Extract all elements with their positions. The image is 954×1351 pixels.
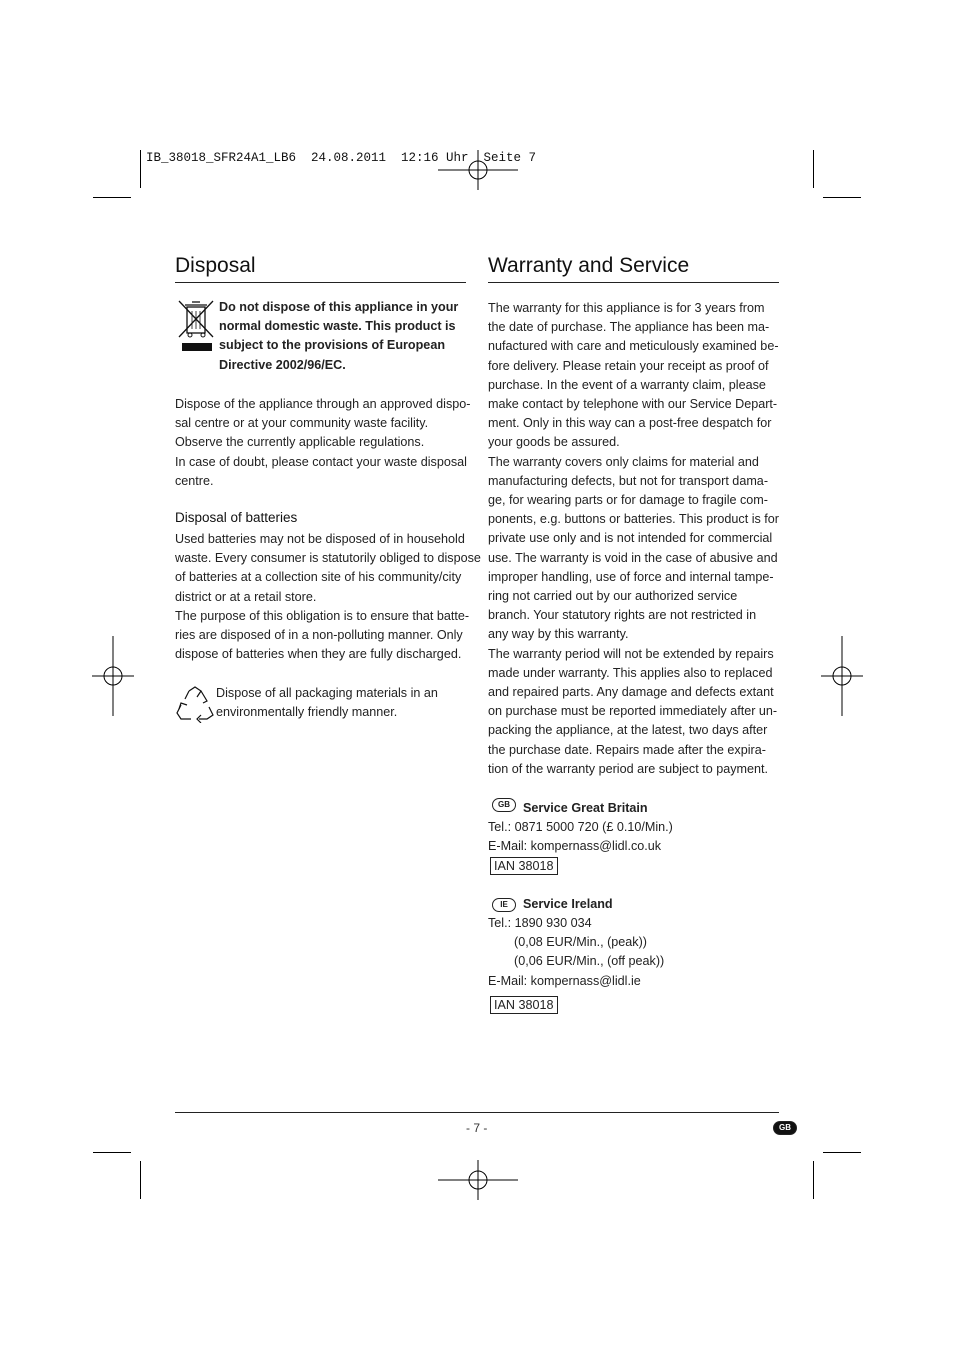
- registration-mark-bottom-icon: [438, 1160, 518, 1204]
- service-gb-details: [488, 818, 673, 856]
- print-slug: IB_38018_SFR24A1_LB6 24.08.2011 12:16 Uhr Seite 7: [146, 151, 537, 165]
- service-ie-rates: (0,08 EUR/Min., (peak)) (0,06 EUR/Min., (off peak)): [514, 935, 665, 969]
- service-ie-email: E-Mail: kompernass@lidl.ie: [488, 974, 641, 988]
- weee-notice: Do not dispose of this appliance in your normal domestic waste. This product is subject to the provisions of European Directive 2002/96/EC.: [219, 300, 459, 372]
- footer-rule: [175, 1112, 779, 1113]
- gb-badge: GB: [492, 798, 516, 812]
- page-number: - 7 -: [466, 1121, 488, 1135]
- disposal-title-rule: [175, 282, 466, 283]
- batteries-heading: Disposal of batteries: [175, 510, 298, 525]
- service-gb-heading: Service Great Britain: [523, 801, 648, 815]
- batteries-paragraph: Used batteries may not be disposed of in household waste. Every consumer is statutorily obliged to dispose of batteries at a collection site of his community/city district or at a retail store. The purpose of this obligation is to ensure that batte- ries are disposed of in a non-polluting manner. Only dispose of batteries when they are fully discharged.: [175, 532, 481, 662]
- disposal-title: Disposal: [175, 254, 256, 277]
- service-gb-tel: Tel.: 0871 5000 720 (£ 0.10/Min.): [488, 820, 673, 834]
- warranty-text: The warranty for this appliance is for 3 years from the date of purchase. The appliance has been ma- nufactured with care and meticulously examined be- fore delivery. Please retain your receipt as proof of purchase. In the event of a warranty claim, please make contact by telephone with our Service Depart- ment. Only in this way can a post-free despatch for your goods be assured. The warranty covers only claims for material and manufacturing defects, but not for transport dama- ge, for wearing parts or for damage to fragile com- ponents, e.g. buttons or batteries. This product is for private use only and is not intended for commercial use. The warranty is void in the case of abusive and improper handling, use of force and internal tampe- ring not carried out by our authorized service branch. Your statutory rights are not restricted in any way by this warranty. The warranty period will not be extended by repairs made under warranty. This applies also to replaced and repaired parts. Any damage and defects extant on purchase must be reported immediately after un- packing the appliance, at the latest, two days after the purchase date. Repairs made after the expira- tion of the warranty period are subject to payment.: [488, 301, 779, 776]
- warranty-title: Warranty and Service: [488, 254, 690, 277]
- ie-badge: IE: [492, 898, 516, 912]
- packaging-note: Dispose of all packaging materials in an environmentally friendly manner.: [216, 686, 438, 720]
- footer-language-badge: GB: [773, 1121, 797, 1135]
- service-gb-ian: IAN 38018: [490, 857, 558, 876]
- service-ie-ian: IAN 38018: [490, 996, 558, 1015]
- service-ie-heading: Service Ireland: [523, 897, 613, 911]
- disposal-paragraph: Dispose of the appliance through an approved dispo- sal centre or at your community waste facility. Observe the currently applicable regulations. In case of doubt, please contact your waste disposal centre.: [175, 397, 471, 488]
- registration-mark-right-icon: [821, 636, 863, 716]
- service-gb-email: E-Mail: kompernass@lidl.co.uk: [488, 839, 662, 854]
- warranty-title-rule: [488, 282, 779, 283]
- registration-mark-left-icon: [92, 636, 134, 716]
- crossed-bin-icon: [177, 299, 215, 355]
- service-ie-tel: Tel.: 1890 930 034: [488, 916, 592, 930]
- recycling-icon: [175, 685, 215, 723]
